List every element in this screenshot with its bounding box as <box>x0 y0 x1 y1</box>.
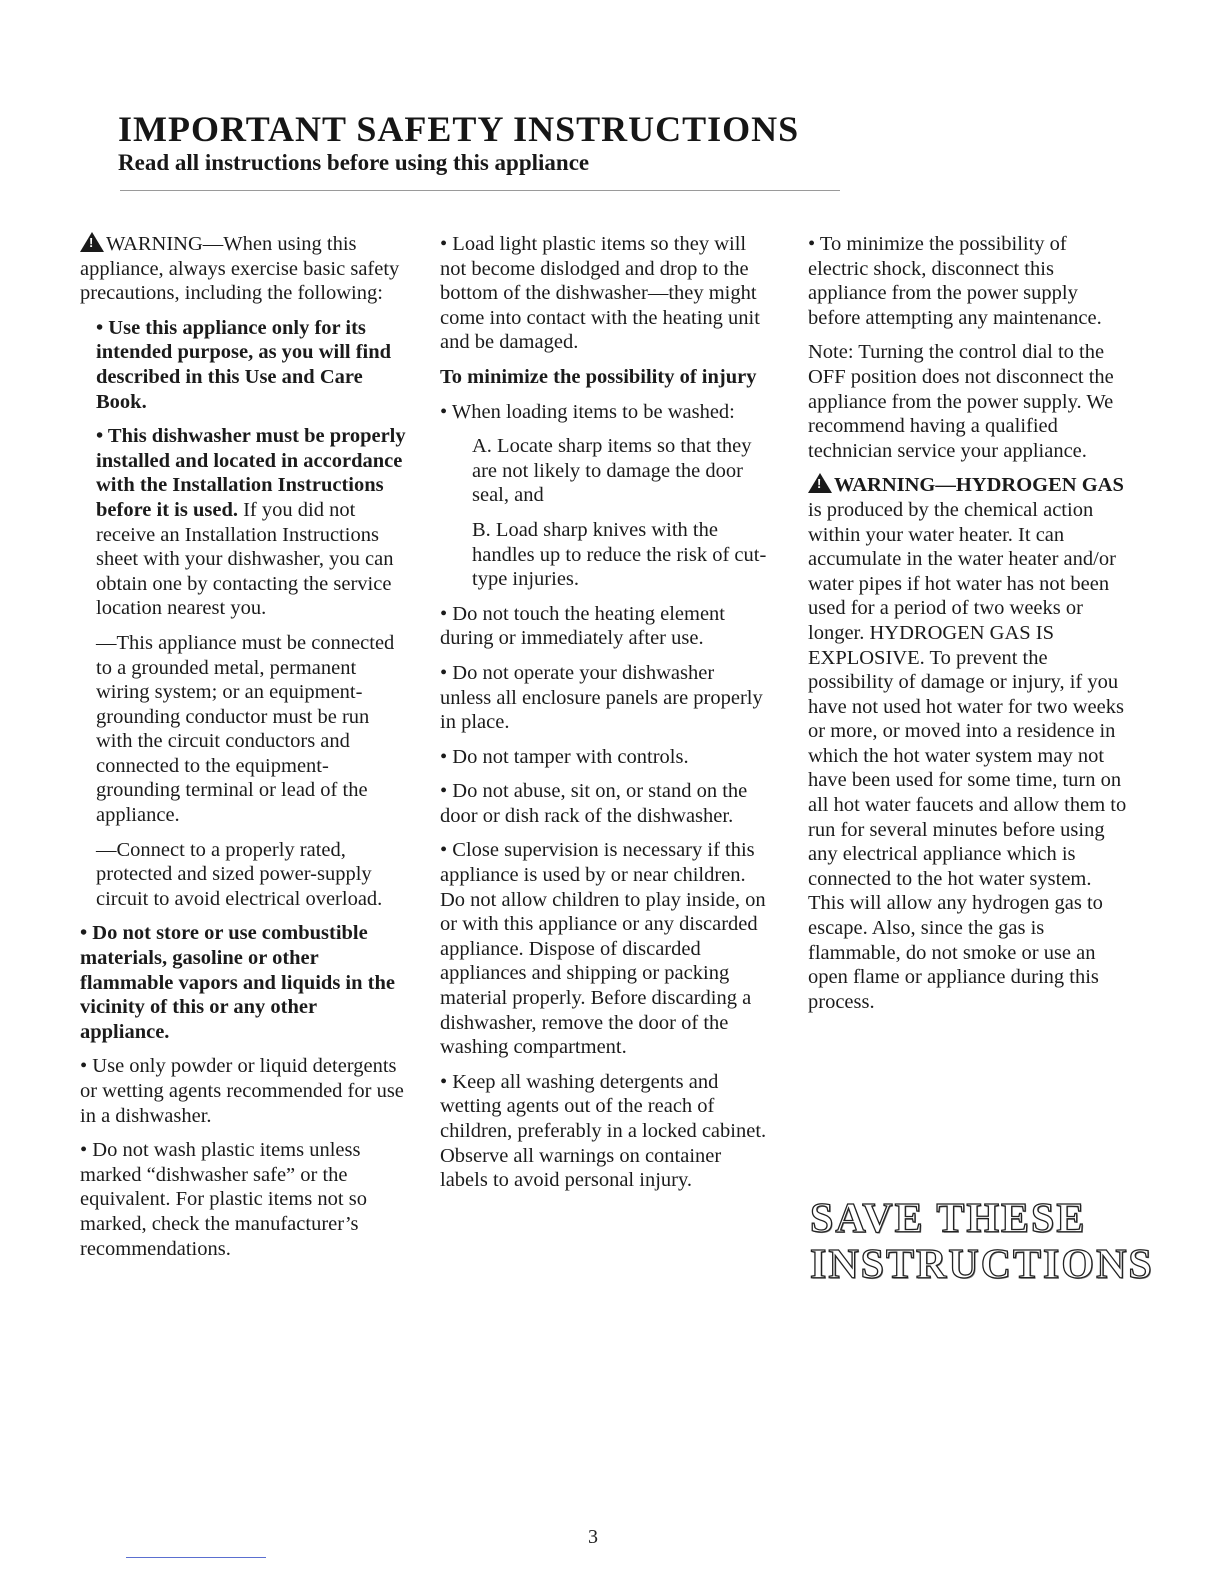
page-subtitle: Read all instructions before using this appliance <box>118 150 590 175</box>
bullet-electric-shock: • To minimize the possibility of electric shock, disconnect this appliance from the power supply before attempting any maintenance. <box>808 233 1102 329</box>
warning-paragraph <box>80 232 410 306</box>
bullet-installation <box>80 424 410 621</box>
bullet-combustibles: • Do not store or use combustible materials, gasoline or other flammable vapors and liquids in the vicinity of this or any other appliance. <box>80 922 395 1043</box>
bullet-door-abuse: • Do not abuse, sit on, or stand on the door or dish rack of the dishwasher. <box>440 780 748 827</box>
bullet-enclosure-panels: • Do not operate your dishwasher unless all enclosure panels are properly in place. <box>440 661 763 734</box>
bullet-intended-purpose: • Use this appliance only for its intended purpose, as you will find described in this Use and Care Book. <box>96 316 392 413</box>
bullet-heating-element: • Do not touch the heating element during or immediately after use. <box>440 602 725 650</box>
column-right <box>808 232 1128 1024</box>
bullet-detergent-storage: • Keep all washing detergents and wetting agents out of the reach of children, preferably in a locked cabinet. Observe all warnings on container labels to avoid personal injury. <box>440 1070 767 1192</box>
column-middle <box>440 232 770 1203</box>
title-divider <box>120 190 840 191</box>
grounding-paragraph: —This appliance must be connected to a grounded metal, permanent wiring system; or an equipment-grounding conductor must be run with the circuit conductors and connected to the equipment-grounding terminal or lead of the appliance. <box>96 631 395 827</box>
injury-heading: To minimize the possibility of injury <box>440 365 757 388</box>
power-supply-paragraph: —Connect to a properly rated, protected and sized power-supply circuit to avoid electrical overload. <box>96 838 383 910</box>
item-a-sharp-items: A. Locate sharp items so that they are not likely to damage the door seal, and <box>472 435 752 507</box>
footer-line <box>126 1557 266 1558</box>
bullet-plastic-items: • Do not wash plastic items unless marked “dishwasher safe” or the equivalent. For plastic items not so marked, check the manufacturer’s recommendations. <box>80 1139 367 1260</box>
save-line-1: SAVE THESE <box>810 1196 1087 1242</box>
bullet-children: • Close supervision is necessary if this appliance is used by or near children. Do not allow children to play inside, on or with this appliance or any discarded appliance. Dispose of discarded appliances and shipping or packing material properly. Before discarding a dishwasher, remove the door of the washing compartment. <box>440 839 766 1059</box>
bullet-controls: • Do not tamper with controls. <box>440 745 689 768</box>
page-number: 3 <box>588 1526 598 1548</box>
hydrogen-warning-paragraph <box>808 473 1128 1014</box>
warning-label: WARNING <box>106 233 203 255</box>
installation-bold: • This dishwasher must be properly installed and located in accordance with the Installation Instructions before it is used. <box>96 425 406 521</box>
warning-text: —When using this appliance, always exercise basic safety precautions, including the following: <box>80 233 400 305</box>
page-title: IMPORTANT SAFETY INSTRUCTIONS <box>118 109 800 149</box>
installation-rest: If you did not receive an Installation Instructions sheet with your dishwasher, you can obtain one by contacting the service location nearest you. <box>96 498 394 620</box>
hydrogen-warning-text: is produced by the chemical action within your water heater. It can accumulate in the water heater and/or water pipes if hot water has not been used for a period of two weeks or longer. HYDROGEN GAS IS EXPLOSIVE. To prevent the possibility of damage or injury, if you have not used hot water for two weeks or more, or moved into a residence in which the hot water system may not have been used for some time, turn on all hot water faucets and allow them to run for several minutes before using any electrical appliance which is connected to the hot water system. This will allow any hydrogen gas to escape. Also, since the gas is flammable, do not smoke or use an open flame or appliance during this process. <box>808 498 1127 1013</box>
hydrogen-warning-label: WARNING—HYDROGEN GAS <box>834 474 1124 497</box>
item-b-sharp-knives: B. Load sharp knives with the handles up to reduce the risk of cut-type injuries. <box>472 518 767 591</box>
column-left <box>80 232 410 1271</box>
bullet-detergents: • Use only powder or liquid detergents or wetting agents recommended for use in a dishwasher. <box>80 1055 404 1127</box>
save-line-2: INSTRUCTIONS <box>810 1242 1154 1288</box>
bullet-light-plastic: • Load light plastic items so they will not become dislodged and drop to the bottom of the dishwasher—they might come into contact with the heating unit and be damaged. <box>440 233 760 354</box>
save-instructions-banner <box>810 1196 1154 1288</box>
note-control-dial: Note: Turning the control dial to the OFF position does not disconnect the appliance from the power supply. We recommend having a qualified technician service your appliance. <box>808 341 1114 462</box>
warning-triangle-icon <box>80 232 104 252</box>
warning-triangle-icon <box>808 473 832 493</box>
bullet-loading: • When loading items to be washed: <box>440 400 735 423</box>
